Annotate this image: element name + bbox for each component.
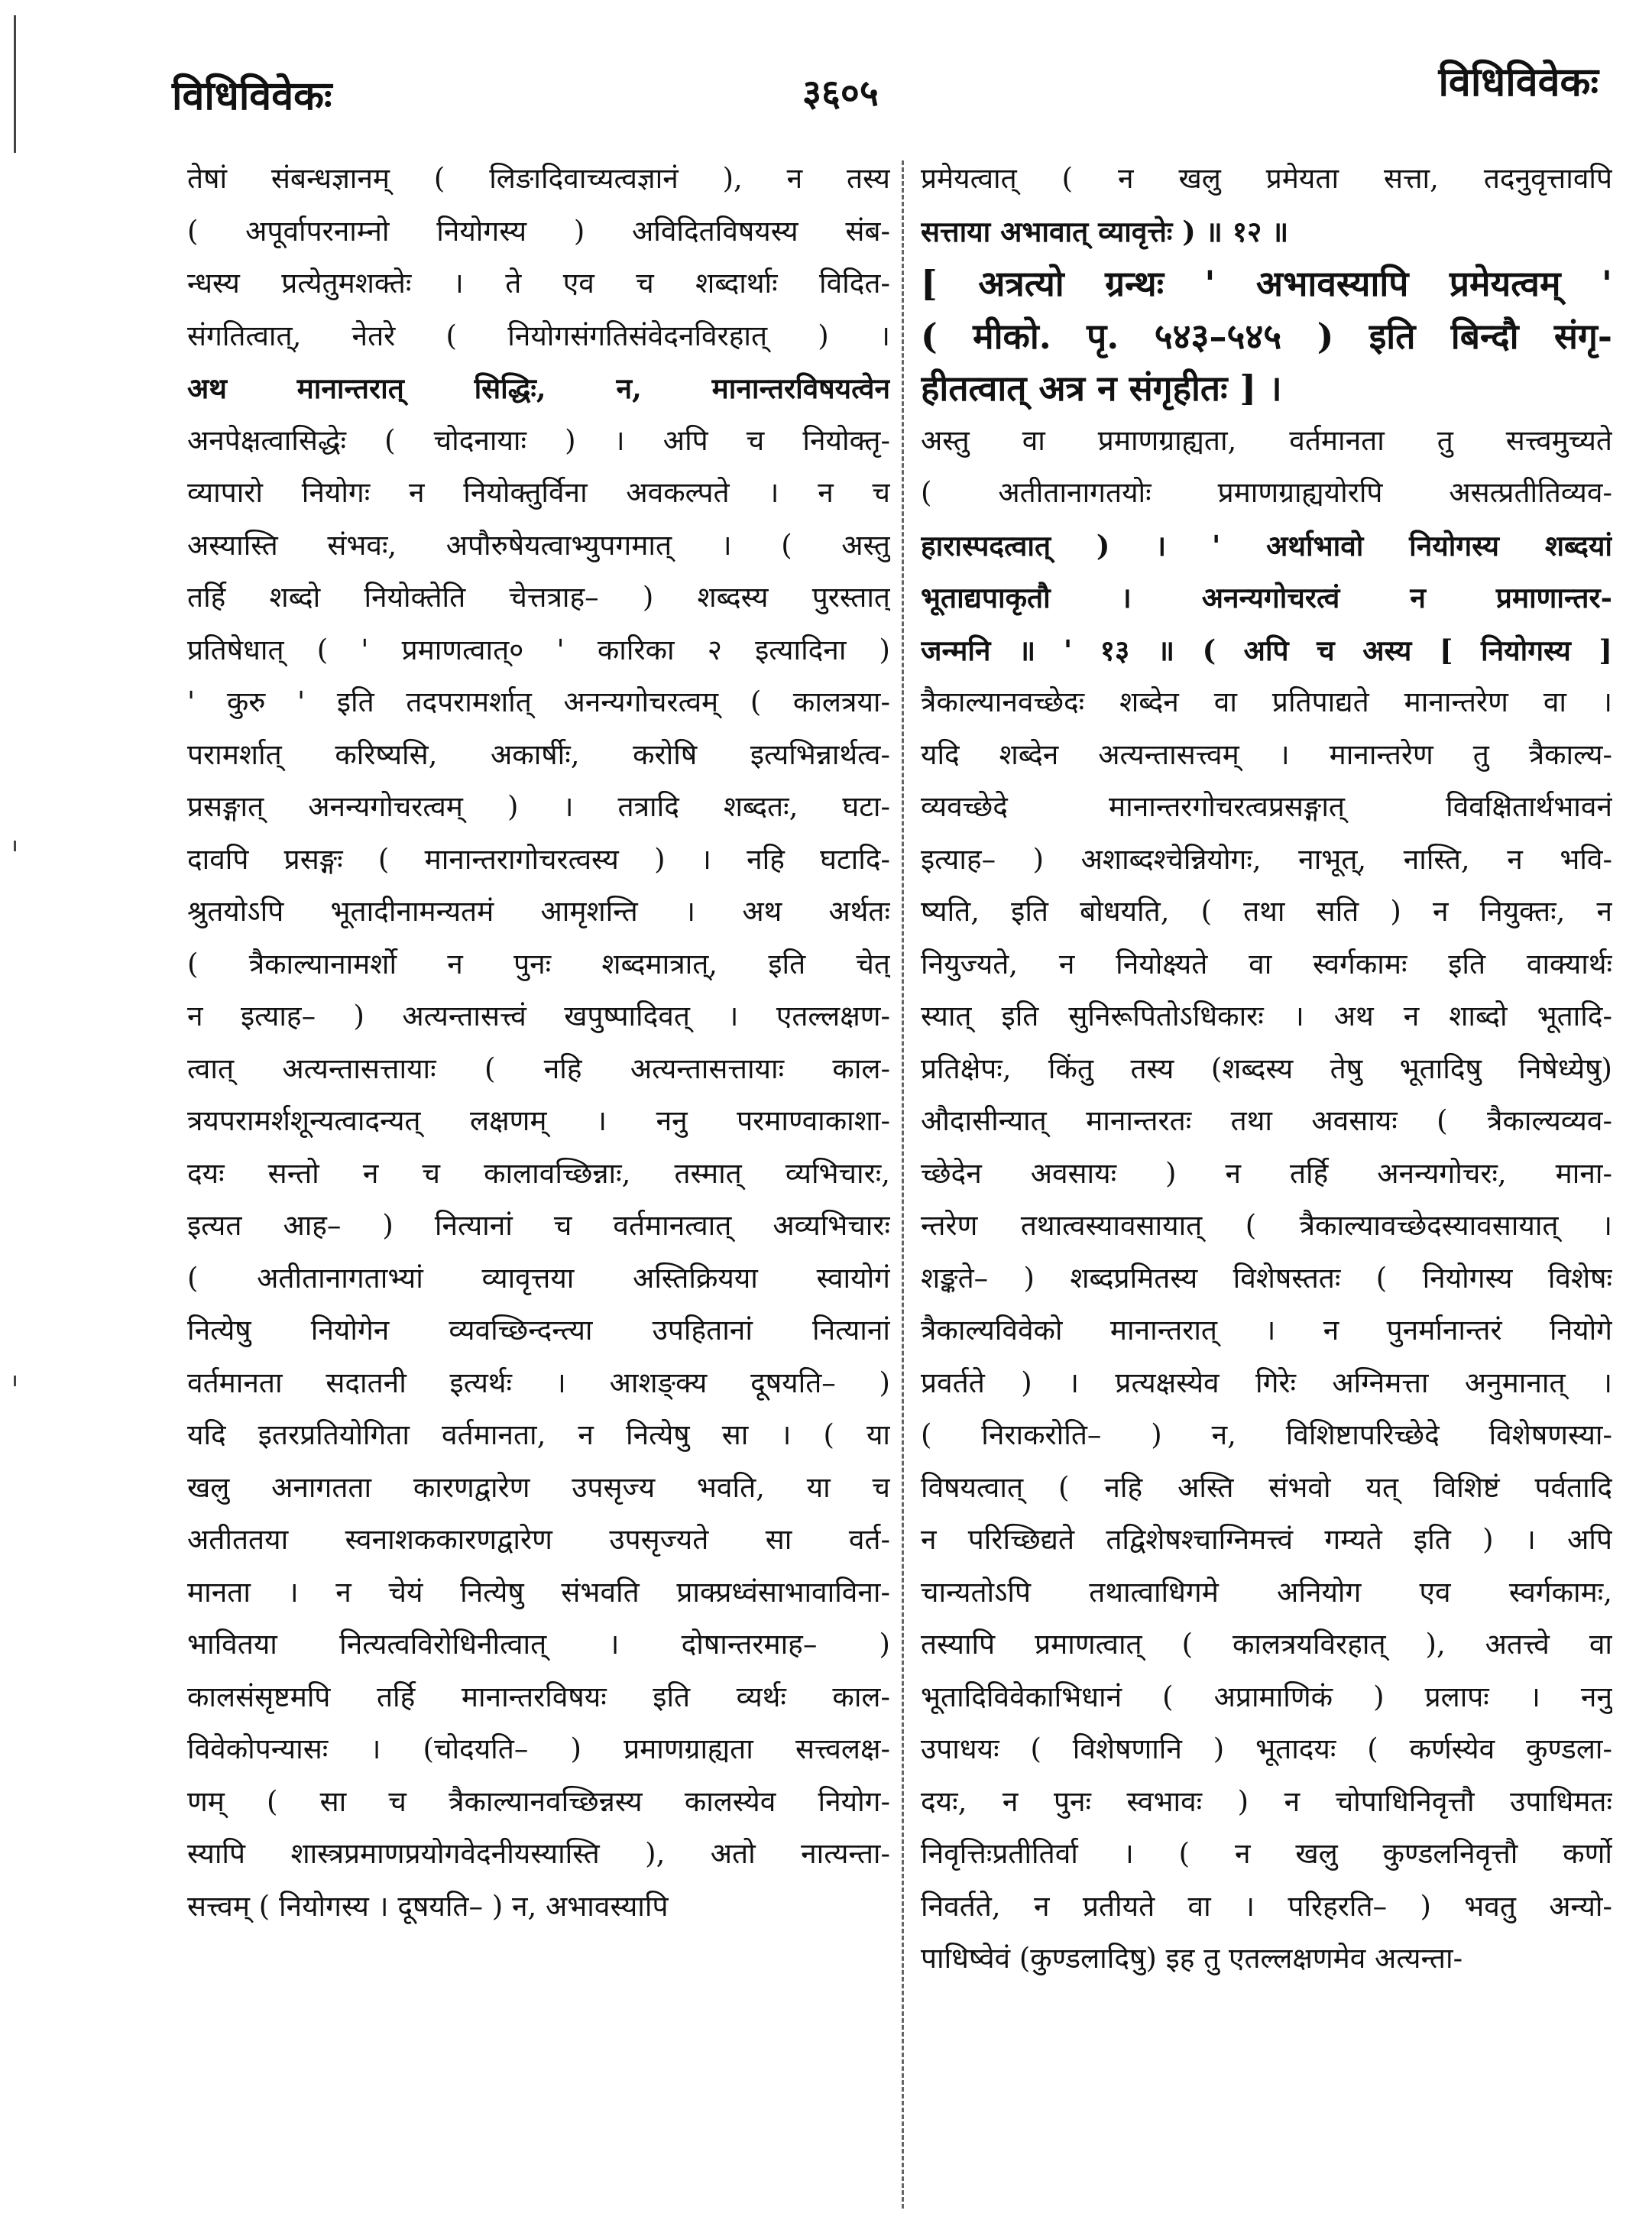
text-line: सत्ताया अभावात् व्यावृत्तेः ) ॥ १२ ॥	[921, 214, 1289, 248]
text-line: यदि इतरप्रतियोगिता वर्तमानता, न नित्येषु सा । ( या	[187, 1418, 890, 1451]
text-line: वर्तमानता सदातनी इत्यर्थः । आशङ्क्य दूषयति– )	[187, 1366, 890, 1399]
column-divider	[902, 160, 904, 2209]
text-line: ( निराकरोति– ) न, विशिष्टापरिच्छेदे विशेषणस्या-	[921, 1418, 1612, 1451]
text-line: हीतत्वात् अत्र न संगृहीतः ] ।	[921, 368, 1282, 409]
text-line: अस्तु वा प्रमाणग्राह्यता, वर्तमानता तु सत्त्वमुच्यते	[921, 423, 1612, 457]
text-line: निवृत्तिःप्रतीतिर्वा । ( न खलु कुण्डलनिवृत्तौ कर्णो	[921, 1837, 1612, 1870]
text-line: त्रैकाल्यानवच्छेदः शब्देन वा प्रतिपाद्यते मानान्तरेण वा ।	[921, 685, 1612, 718]
text-line: ' कुरु ' इति तदपरामर्शात् अनन्यगोचरत्वम् ( कालत्रया-	[187, 685, 890, 718]
text-line: संगतित्वात्, नेतरे ( नियोगसंगतिसंवेदनविरहात् ) ।	[187, 319, 890, 352]
text-line: विवेकोपन्यासः । (चोदयति– ) प्रमाणग्राह्यता सत्त्वलक्ष-	[187, 1732, 890, 1765]
text-line: प्रतिक्षेपः, किंतु तस्य (शब्दस्य तेषु भूतादिषु निषेध्येषु)	[921, 1052, 1612, 1085]
text-line: दावपि प्रसङ्गः ( मानान्तरागोचरत्वस्य ) । नहि घटादि-	[187, 842, 890, 876]
text-line: भूतादिविवेकाभिधानं ( अप्रामाणिकं ) प्रलापः । ननु	[921, 1680, 1612, 1713]
text-line: त्रैकाल्यविवेको मानान्तरात् । न पुनर्मानान्तरं नियोगे	[921, 1314, 1612, 1347]
text-line: नियुज्यते, न नियोक्ष्यते वा स्वर्गकामः इति वाक्यार्थः	[921, 947, 1612, 980]
text-line: इत्यत आह– ) नित्यानां च वर्तमानत्वात् अव्यभिचारः	[187, 1209, 890, 1242]
text-line: ( अतीतानागतयोः प्रमाणग्राह्ययोरपि असत्प्रतीतिव्यव-	[921, 476, 1612, 509]
text-line: तर्हि शब्दो नियोक्तेति चेत्तत्राह– ) शब्दस्य पुरस्तात्	[187, 581, 890, 614]
text-line: न परिच्छिद्यते तद्विशेषश्चाग्निमत्त्वं गम्यते इति ) । अपि	[921, 1523, 1612, 1556]
right-text-column	[921, 153, 1612, 1985]
text-line: प्रवर्तते ) । प्रत्यक्षस्येव गिरेः अग्निमत्ता अनुमानात् ।	[921, 1366, 1612, 1399]
text-line: कालसंसृष्टमपि तर्हि मानान्तरविषयः इति व्यर्थः काल-	[187, 1680, 890, 1713]
text-line: च्छेदेन अवसायः ) न तर्हि अनन्यगोचरः, माना-	[921, 1156, 1612, 1190]
text-line: व्यापारो नियोगः न नियोक्तुर्विना अवकल्पते । न च	[187, 476, 890, 509]
text-line: हारास्पदत्वात् ) । ' अर्थाभावो नियोगस्य शब्दयां	[921, 528, 1612, 562]
text-line: इत्याह– ) अशाब्दश्चेन्नियोगः, नाभूत्, नास्ति, न भवि-	[921, 842, 1612, 876]
text-line: मानता । न चेयं नित्येषु संभवति प्राक्प्रध्वंसाभावाविना-	[187, 1575, 890, 1609]
text-line: नित्येषु नियोगेन व्यवच्छिन्दन्त्या उपहितानां नित्यानां	[187, 1314, 890, 1347]
text-line: दयः, न पुनः स्वभावः ) न चोपाधिनिवृत्तौ उपाधिमतः	[921, 1784, 1612, 1818]
text-line: अनपेक्षत्वासिद्धेः ( चोदनायाः ) । अपि च नियोक्तृ-	[187, 423, 890, 457]
text-line: व्यवच्छेदे मानान्तरगोचरत्वप्रसङ्गात् विवक्षितार्थभावनं	[921, 790, 1612, 823]
text-line: ष्यति, इति बोधयति, ( तथा सति ) न नियुक्तः, न	[921, 895, 1612, 928]
text-line: श्रुतयोऽपि भूतादीनामन्यतमं आमृशन्ति । अथ अर्थतः	[187, 895, 890, 928]
text-line: त्रयपरामर्शशून्यत्वादन्यत् लक्षणम् । ननु परमाण्वाकाशा-	[187, 1104, 890, 1137]
text-line: उपाधयः ( विशेषणानि ) भूतादयः ( कर्णस्येव कुण्डला-	[921, 1732, 1612, 1765]
text-line: स्यापि शास्त्रप्रमाणप्रयोगवेदनीयस्यास्ति ), अतो नात्यन्ता-	[187, 1837, 890, 1870]
text-line: दयः सन्तो न च कालावच्छिन्नाः, तस्मात् व्यभिचारः,	[187, 1156, 890, 1190]
text-line: प्रसङ्गात् अनन्यगोचरत्वम् ) । तत्रादि शब्दतः, घटा-	[187, 790, 890, 823]
text-line: ( अतीतानागताभ्यां व्यावृत्तया अस्तिक्रियया स्वायोगं	[187, 1261, 890, 1295]
text-line: पाधिष्वेवं (कुण्डलादिषु) इह तु एतल्लक्षणमेव अत्यन्ता-	[921, 1942, 1463, 1975]
page-header	[0, 53, 1652, 122]
text-line: शङ्कते– ) शब्दप्रमितस्य विशेषस्ततः ( नियोगस्य विशेषः	[921, 1261, 1612, 1295]
text-line: [ अत्रत्यो ग्रन्थः ' अभावस्यापि प्रमेयत्वम् '	[921, 263, 1612, 304]
text-line: जन्मनि ॥ ' १३ ॥ ( अपि च अस्य [ नियोगस्य ]	[921, 633, 1612, 667]
text-line: ( त्रैकाल्यानामर्शो न पुनः शब्दमात्रात्, इति चेत्	[187, 947, 890, 980]
text-line: निवर्तते, न प्रतीयते वा । परिहरति– ) भवतु अन्यो-	[921, 1889, 1612, 1923]
running-title-right: विधिविवेकः	[1438, 59, 1599, 105]
text-line: खलु अनागतता कारणद्वारेण उपसृज्य भवति, या च	[187, 1470, 890, 1504]
text-line: औदासीन्यात् मानान्तरतः तथा अवसायः ( त्रैकाल्यव्यव-	[921, 1104, 1612, 1137]
text-line: ( अपूर्वापरनाम्नो नियोगस्य ) अविदितविषयस्य संब-	[187, 214, 890, 248]
text-line: अतीततया स्वनाशककारणद्वारेण उपसृज्यते सा वर्त-	[187, 1523, 890, 1556]
text-line: न्तरेण तथात्वस्यावसायात् ( त्रैकाल्यावच्छेदस्यावसायात् ।	[921, 1209, 1612, 1242]
text-line: यदि शब्देन अत्यन्तासत्त्वम् । मानान्तरेण तु त्रैकाल्य-	[921, 737, 1612, 771]
text-line: सत्त्वम् ( नियोगस्य । दूषयति– ) न, अभावस्यापि	[187, 1889, 669, 1923]
left-text-column	[187, 153, 890, 1933]
text-line: विषयत्वात् ( नहि अस्ति संभवो यत् विशिष्टं पर्वतादि	[921, 1470, 1612, 1504]
text-line: भूताद्यपाकृतौ । अनन्यगोचरत्वं न प्रमाणान्तर-	[921, 581, 1612, 614]
text-line: न्धस्य प्रत्येतुमशक्तेः । ते एव च शब्दार्थाः विदित-	[187, 267, 890, 300]
text-line: स्यात् इति सुनिरूपितोऽधिकारः । अथ न शाब्दो भूतादि-	[921, 1000, 1612, 1032]
page-number: ३६०५	[802, 72, 879, 115]
text-line: चान्यतोऽपि तथात्वाधिगमे अनियोग एव स्वर्गकामः,	[921, 1575, 1612, 1609]
text-line: ( मीको. पृ. ५४३–५४५ ) इति बिन्दौ संगृ-	[921, 315, 1612, 357]
running-title-left: विधिविवेकः	[172, 73, 332, 119]
text-line: परामर्शात् करिष्यसि, अकार्षीः, करोषि इत्यभिन्नार्थत्व-	[187, 737, 890, 771]
text-line: अस्यास्ति संभवः, अपौरुषेयत्वाभ्युपगमात् । ( अस्तु	[187, 528, 890, 562]
text-line: प्रमेयत्वात् ( न खलु प्रमेयता सत्ता, तदनुवृत्तावपि	[921, 162, 1612, 195]
text-line: तेषां संबन्धज्ञानम् ( लिङादिवाच्यत्वज्ञानं ), न तस्य	[187, 162, 890, 195]
text-line: अथ मानान्तरात् सिद्धिः, न, मानान्तरविषयत्वेन	[187, 371, 890, 405]
scan-edge-mark	[14, 1376, 16, 1386]
text-line: न इत्याह– ) अत्यन्तासत्त्वं खपुष्पादिवत् । एतल्लक्षण-	[187, 1000, 890, 1032]
scan-edge-mark	[14, 841, 16, 851]
text-line: त्वात् अत्यन्तासत्तायाः ( नहि अत्यन्तासत्तायाः काल-	[187, 1052, 890, 1085]
text-line: णम् ( सा च त्रैकाल्यानवच्छिन्नस्य कालस्येव नियोग-	[187, 1784, 890, 1818]
text-line: भावितया नित्यत्वविरोधिनीत्वात् । दोषान्तरमाह– )	[187, 1628, 890, 1661]
text-line: तस्यापि प्रमाणत्वात् ( कालत्रयविरहात् ), अतत्त्वे वा	[921, 1628, 1612, 1661]
text-line: प्रतिषेधात् ( ' प्रमाणत्वात्० ' कारिका २ इत्यादिना )	[187, 633, 890, 666]
